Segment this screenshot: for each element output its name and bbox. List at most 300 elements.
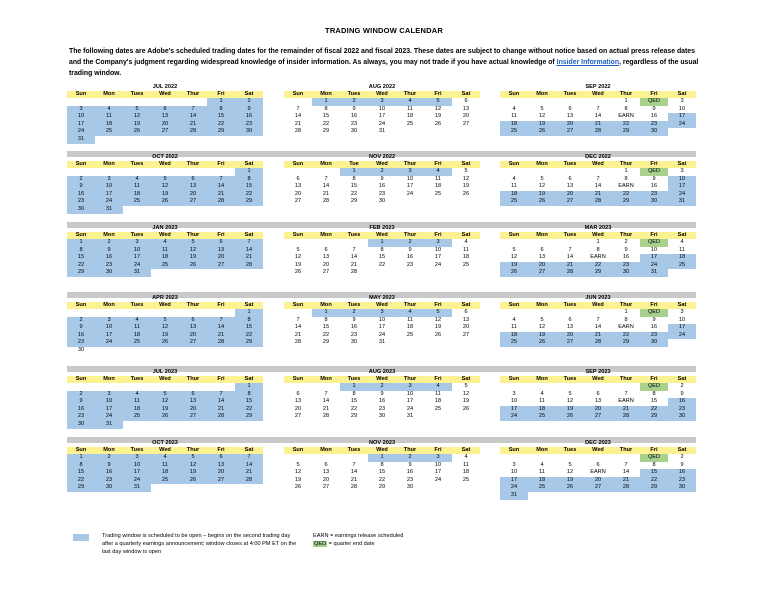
day-cell: 9 — [680, 390, 684, 397]
day-cell: 24 — [95, 413, 123, 421]
day-cell: 15 — [235, 398, 263, 406]
day-cell — [668, 128, 696, 136]
day-cell — [95, 383, 123, 391]
weekday-label: Sun — [75, 91, 87, 97]
day-cell: 21 — [350, 261, 358, 268]
day-cell: 19 — [123, 121, 151, 129]
day-cell — [179, 347, 207, 355]
weekday-label: Fri — [650, 91, 658, 97]
day-cell — [207, 206, 235, 214]
week-row — [500, 262, 696, 270]
day-cell: 31 — [406, 413, 414, 420]
month-header — [500, 295, 696, 302]
week-row — [284, 262, 480, 270]
day-cell: 7 — [235, 454, 263, 462]
weekday-label: Sat — [677, 302, 687, 308]
day-cell: 3 — [368, 309, 396, 317]
day-cell: 18 — [500, 121, 528, 129]
day-cell: 25 — [462, 261, 470, 268]
day-cell: 4 — [512, 105, 516, 112]
month-name: NOV 2022 — [368, 154, 396, 160]
day-cell: 27 — [584, 413, 612, 421]
week-row — [284, 247, 480, 255]
week-row — [284, 176, 480, 184]
day-cell: 17 — [123, 254, 151, 262]
day-cell: 31 — [123, 269, 151, 277]
day-cell: 8 — [352, 390, 356, 397]
day-cell: 11 — [151, 462, 179, 470]
day-cell — [284, 454, 312, 462]
day-cell: 30 — [95, 269, 123, 277]
day-cell: 16 — [67, 406, 95, 414]
day-cell: 21 — [556, 262, 584, 270]
day-cell: 29 — [67, 269, 95, 277]
day-cell — [452, 128, 480, 136]
week-row — [500, 469, 696, 477]
day-cell: 30 — [640, 339, 668, 347]
day-cell: 4 — [424, 383, 452, 391]
day-cell — [368, 269, 396, 277]
day-cell: 11 — [511, 183, 517, 190]
day-cell: 5 — [540, 316, 544, 323]
week-row — [67, 454, 263, 462]
weekday-header — [284, 447, 480, 454]
day-cell — [556, 98, 584, 106]
day-cell: 24 — [95, 339, 123, 347]
day-cell: 30 — [612, 269, 640, 277]
day-cell — [123, 168, 151, 176]
day-cell: 31 — [640, 269, 668, 277]
day-cell: 9 — [380, 175, 384, 182]
week-row — [500, 406, 696, 414]
weekday-label: Wed — [159, 232, 171, 238]
day-cell: 24 — [434, 261, 442, 268]
day-cell: 8 — [380, 246, 384, 253]
page-title: TRADING WINDOW CALENDAR — [325, 26, 443, 35]
month-calendar — [284, 369, 480, 421]
day-cell: 10 — [434, 246, 442, 253]
day-cell: 12 — [294, 469, 302, 476]
day-cell: 28 — [207, 198, 235, 206]
day-cell: 7 — [207, 391, 235, 399]
day-cell: 25 — [123, 413, 151, 421]
day-cell: 4 — [512, 316, 516, 323]
day-cell: 27 — [462, 331, 470, 338]
insider-information-link[interactable]: Insider Information — [556, 59, 620, 66]
day-cell: 9 — [95, 247, 123, 255]
day-cell: 14 — [350, 254, 358, 261]
day-cell: 19 — [462, 183, 470, 190]
day-cell: 25 — [123, 198, 151, 206]
day-cell: 13 — [207, 247, 235, 255]
day-cell: 14 — [235, 462, 263, 470]
weekday-label: Fri — [434, 447, 442, 453]
day-cell: 8 — [380, 461, 384, 468]
weekday-label: Thur — [186, 161, 200, 167]
week-row — [284, 269, 480, 277]
day-cell: 8 — [67, 247, 95, 255]
week-row — [284, 98, 480, 106]
day-cell: 27 — [322, 484, 330, 491]
day-cell — [452, 269, 480, 277]
day-cell: 9 — [408, 461, 412, 468]
week-row — [67, 262, 263, 270]
weekday-header — [500, 232, 696, 239]
day-cell: 6 — [151, 106, 179, 114]
weekday-label: Tues — [347, 91, 361, 97]
day-cell: 22 — [235, 332, 263, 340]
day-cell: 28 — [294, 128, 302, 135]
day-cell: 28 — [179, 128, 207, 136]
day-cell: 17 — [500, 477, 528, 485]
day-cell: 29 — [378, 484, 386, 491]
day-cell: 4 — [512, 175, 516, 182]
weekday-label: Wed — [159, 376, 171, 382]
day-cell: 1 — [368, 239, 396, 247]
day-cell: 8 — [624, 316, 628, 323]
day-cell: 10 — [95, 183, 123, 191]
day-cell: 11 — [95, 113, 123, 121]
weekday-label: Sun — [508, 376, 520, 382]
day-cell: 23 — [640, 121, 668, 129]
day-cell — [179, 421, 207, 429]
weekday-label: Sat — [461, 302, 471, 308]
week-row — [67, 269, 263, 277]
weekday-header — [500, 302, 696, 309]
day-cell: 7 — [235, 239, 263, 247]
day-cell: 14 — [322, 398, 330, 405]
day-cell: 13 — [462, 105, 470, 112]
day-cell: 11 — [463, 246, 469, 253]
week-row — [284, 113, 480, 121]
day-cell: 18 — [462, 469, 470, 476]
day-cell: 20 — [556, 332, 584, 340]
weekday-label: Sat — [677, 376, 687, 382]
day-cell: 22 — [612, 121, 640, 129]
day-cell: 5 — [540, 105, 544, 112]
day-cell: 15 — [67, 469, 95, 477]
day-cell — [528, 492, 556, 500]
day-cell: 10 — [378, 316, 386, 323]
weekday-label: Sat — [677, 232, 687, 238]
week-row — [284, 309, 480, 317]
day-cell — [424, 413, 452, 421]
week-row — [284, 413, 480, 421]
weekday-label: Fri — [217, 91, 225, 97]
day-cell: 5 — [568, 390, 572, 397]
day-cell: 10 — [668, 176, 696, 184]
day-cell: 25 — [434, 190, 442, 197]
day-cell: 4 — [540, 461, 544, 468]
month-header — [284, 369, 480, 376]
week-row — [284, 254, 480, 262]
day-cell: 24 — [95, 198, 123, 206]
week-row — [67, 477, 263, 485]
day-cell: 24 — [640, 262, 668, 270]
intro-tail: , regardless of the usual trading window. — [69, 59, 699, 77]
day-cell: 9 — [652, 175, 656, 182]
day-cell: 21 — [294, 120, 302, 127]
day-cell: 28 — [584, 198, 612, 206]
day-cell: 23 — [67, 413, 95, 421]
day-cell: 5 — [464, 168, 468, 174]
day-cell: 13 — [207, 462, 235, 470]
week-row — [284, 391, 480, 399]
weekday-label: Fri — [434, 302, 442, 308]
day-cell — [312, 383, 340, 391]
day-cell — [95, 309, 123, 317]
day-cell: 5 — [123, 106, 151, 114]
month-calendar — [67, 369, 263, 429]
day-cell: 23 — [378, 190, 386, 197]
day-cell: 9 — [624, 246, 628, 253]
day-cell: 8 — [235, 317, 263, 325]
day-cell — [452, 484, 480, 492]
weekday-label: Sat — [244, 232, 254, 238]
day-cell: 13 — [594, 398, 602, 405]
week-row — [500, 128, 696, 136]
day-cell: 22 — [612, 332, 640, 340]
day-cell: 19 — [528, 332, 556, 340]
week-row — [67, 317, 263, 325]
day-cell: 3 — [396, 383, 424, 391]
day-cell: 29 — [612, 339, 640, 347]
day-cell: 5 — [151, 176, 179, 184]
day-cell: 25 — [123, 339, 151, 347]
day-cell: 28 — [235, 477, 263, 485]
week-row — [284, 128, 480, 136]
day-cell: 31 — [500, 492, 528, 500]
day-cell: 13 — [566, 113, 574, 120]
day-cell: 16 — [668, 398, 696, 406]
day-cell: 24 — [500, 413, 528, 421]
day-cell: 29 — [350, 413, 358, 420]
day-cell — [500, 309, 528, 317]
month-calendar — [67, 440, 263, 492]
weekday-header — [284, 161, 480, 168]
day-cell: 5 — [296, 246, 300, 253]
day-cell — [424, 339, 452, 347]
day-cell: 7 — [179, 106, 207, 114]
day-cell: 16 — [406, 469, 414, 476]
day-cell: 20 — [294, 190, 302, 197]
day-cell: 8 — [624, 105, 628, 112]
day-cell: 16 — [378, 398, 386, 405]
day-cell: 9 — [235, 106, 263, 114]
day-cell: 6 — [540, 246, 544, 253]
day-cell — [424, 128, 452, 136]
day-cell: 21 — [207, 332, 235, 340]
day-cell — [668, 492, 696, 500]
weekday-label: Fri — [217, 376, 225, 382]
day-cell — [668, 269, 696, 277]
week-row — [284, 339, 480, 347]
week-row — [284, 406, 480, 414]
day-cell: 4 — [123, 176, 151, 184]
day-cell — [235, 136, 263, 144]
weekday-label: Wed — [376, 161, 388, 167]
day-cell — [235, 206, 263, 214]
day-cell: 26 — [123, 128, 151, 136]
day-cell — [123, 383, 151, 391]
intro-paragraph — [69, 46, 709, 79]
day-cell: 11 — [407, 316, 413, 323]
month-header — [67, 154, 263, 161]
day-cell: 17 — [95, 191, 123, 199]
day-cell: 7 — [324, 390, 328, 397]
week-row — [67, 347, 263, 355]
day-cell: 18 — [151, 254, 179, 262]
week-row — [284, 168, 480, 176]
day-cell: 25 — [500, 339, 528, 347]
day-cell: 22 — [322, 120, 330, 127]
day-cell: 15 — [67, 254, 95, 262]
day-cell — [584, 309, 612, 317]
day-cell: 16 — [378, 183, 386, 190]
day-cell: 14 — [179, 113, 207, 121]
month-header — [67, 84, 263, 91]
day-cell: 4 — [151, 454, 179, 462]
day-cell: 26 — [462, 190, 470, 197]
month-calendar — [284, 295, 480, 347]
earnings-cell: EARN — [590, 254, 606, 261]
day-cell: 17 — [406, 183, 414, 190]
day-cell: 9 — [67, 398, 95, 406]
earnings-cell: EARN — [618, 113, 634, 120]
day-cell: 27 — [179, 339, 207, 347]
month-header — [284, 84, 480, 91]
day-cell: 16 — [95, 254, 123, 262]
day-cell — [312, 168, 340, 176]
weekday-label: Tues — [563, 232, 577, 238]
month-name: AUG 2023 — [368, 369, 396, 375]
day-cell — [95, 168, 123, 176]
day-cell: 29 — [612, 128, 640, 136]
weekday-label: Sat — [461, 447, 471, 453]
day-cell: 13 — [151, 113, 179, 121]
week-row — [500, 98, 696, 106]
day-cell: 1 — [312, 98, 340, 106]
day-cell — [284, 309, 312, 317]
day-cell: 2 — [235, 98, 263, 106]
month-name: JUL 2023 — [152, 369, 178, 375]
day-cell — [556, 309, 584, 317]
day-cell: 4 — [123, 317, 151, 325]
day-cell: 12 — [294, 254, 302, 261]
day-cell: 24 — [500, 484, 528, 492]
day-cell — [235, 269, 263, 277]
day-cell — [284, 168, 312, 176]
day-cell: 7 — [207, 176, 235, 184]
day-cell: 15 — [322, 113, 330, 120]
day-cell: 29 — [640, 413, 668, 421]
weekday-label: Sun — [508, 447, 520, 453]
day-cell: 3 — [396, 168, 424, 176]
day-cell: 16 — [95, 469, 123, 477]
day-cell: 14 — [594, 183, 602, 190]
week-row — [67, 413, 263, 421]
day-cell: 30 — [640, 198, 668, 206]
day-cell: 1 — [624, 168, 628, 174]
day-cell: 12 — [151, 398, 179, 406]
day-cell — [235, 484, 263, 492]
week-row — [500, 106, 696, 114]
week-row — [500, 383, 696, 391]
weekday-label: Sun — [75, 376, 87, 382]
day-cell: 25 — [151, 477, 179, 485]
day-cell: 10 — [678, 316, 686, 323]
day-cell: 8 — [324, 316, 328, 323]
day-cell: 1 — [368, 454, 396, 462]
day-cell: 2 — [368, 383, 396, 391]
week-row — [284, 454, 480, 462]
week-row — [500, 477, 696, 485]
weekday-label: Tues — [563, 161, 577, 167]
week-row — [500, 317, 696, 325]
week-row — [67, 191, 263, 199]
day-cell: 31 — [378, 339, 386, 346]
day-cell: 20 — [322, 476, 330, 483]
day-cell: 20 — [179, 191, 207, 199]
day-cell — [584, 492, 612, 500]
day-cell: 22 — [350, 405, 358, 412]
day-cell: 2 — [95, 454, 123, 462]
day-cell: 30 — [350, 128, 358, 135]
earnings-cell: EARN — [590, 469, 606, 476]
day-cell: 30 — [95, 484, 123, 492]
day-cell — [612, 383, 640, 391]
day-cell: 1 — [235, 168, 263, 176]
month-name: JAN 2023 — [152, 225, 178, 231]
week-row — [67, 247, 263, 255]
day-cell: 18 — [668, 254, 696, 262]
day-cell: 12 — [434, 105, 442, 112]
day-cell: 27 — [207, 262, 235, 270]
day-cell: 10 — [123, 247, 151, 255]
day-cell: 3 — [123, 239, 151, 247]
weekday-label: Tues — [563, 447, 577, 453]
week-row — [67, 339, 263, 347]
day-cell: 11 — [539, 398, 545, 405]
day-cell — [452, 198, 480, 206]
week-row — [67, 121, 263, 129]
day-cell: 30 — [67, 206, 95, 214]
day-cell: 17 — [406, 398, 414, 405]
day-cell: 24 — [406, 190, 414, 197]
weekday-label: Tues — [563, 302, 577, 308]
day-cell: 4 — [540, 390, 544, 397]
day-cell: 18 — [462, 254, 470, 261]
day-cell — [556, 239, 584, 247]
weekday-label: Sun — [292, 447, 304, 453]
day-cell: 22 — [235, 406, 263, 414]
week-row — [500, 413, 696, 421]
day-cell: 14 — [207, 183, 235, 191]
day-cell — [123, 206, 151, 214]
day-cell: 14 — [622, 469, 630, 476]
month-name: SEP 2022 — [585, 84, 611, 90]
day-cell: 8 — [652, 461, 656, 468]
day-cell: 12 — [179, 247, 207, 255]
week-row — [500, 168, 696, 176]
weekday-label: Fri — [650, 232, 658, 238]
day-cell — [500, 239, 528, 247]
day-cell: 28 — [556, 269, 584, 277]
day-cell: 13 — [294, 183, 302, 190]
day-cell: 3 — [680, 98, 684, 104]
day-cell — [179, 136, 207, 144]
day-cell: 29 — [612, 198, 640, 206]
